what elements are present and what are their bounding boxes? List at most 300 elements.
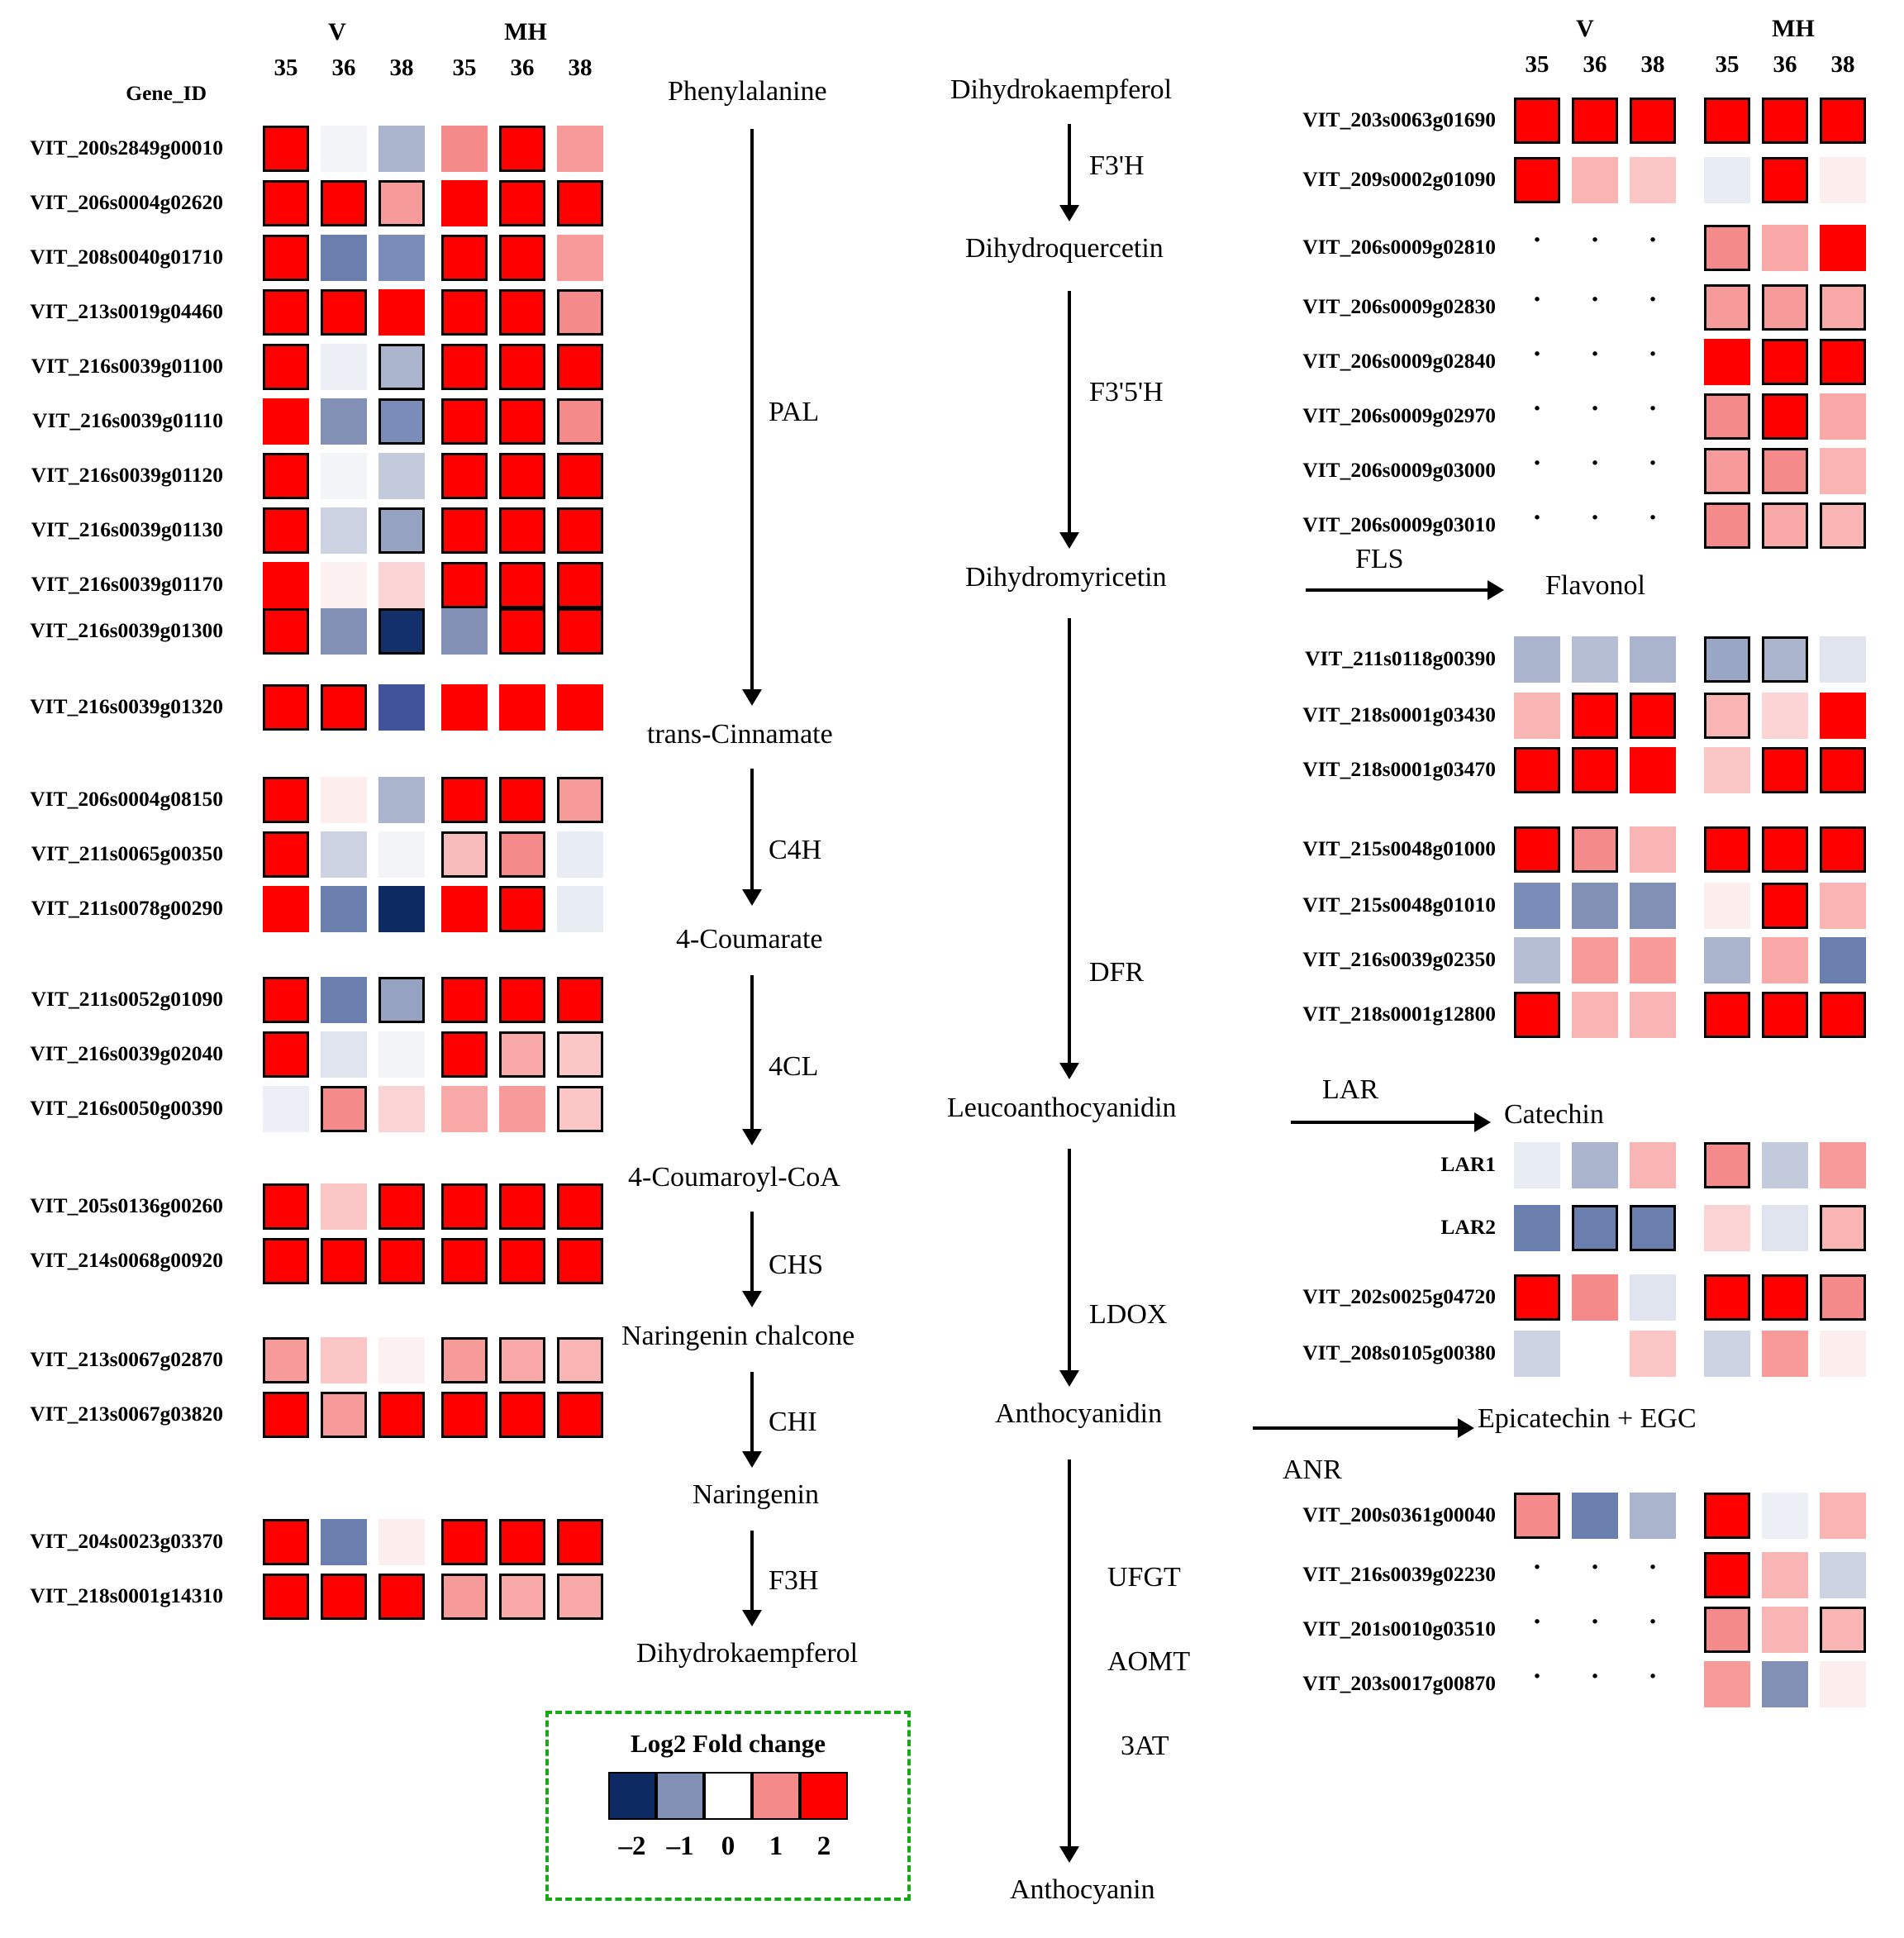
- heatmap-cell[interactable]: [263, 777, 309, 823]
- heatmap-cell[interactable]: [321, 1238, 367, 1284]
- heatmap-cell[interactable]: [1820, 747, 1866, 793]
- heatmap-cell[interactable]: [1514, 826, 1560, 873]
- heatmap-cell[interactable]: [557, 1392, 603, 1438]
- heatmap-cell[interactable]: [1820, 1331, 1866, 1377]
- heatmap-cell[interactable]: [1820, 693, 1866, 739]
- heatmap-cell[interactable]: [441, 453, 488, 499]
- heatmap-cell[interactable]: [1572, 1274, 1618, 1321]
- heatmap-cell[interactable]: [378, 608, 425, 655]
- heatmap-cell[interactable]: [499, 453, 545, 499]
- heatmap-group-v: [263, 608, 425, 655]
- heatmap-cell[interactable]: [499, 344, 545, 390]
- heatmap-cell[interactable]: [1630, 937, 1676, 983]
- heatmap-cell[interactable]: [1572, 747, 1618, 793]
- heatmap-cell[interactable]: [1704, 636, 1750, 683]
- heatmap-cell[interactable]: [1704, 448, 1750, 494]
- heatmap-cell[interactable]: [441, 684, 488, 731]
- heatmap-cell[interactable]: [378, 777, 425, 823]
- heatmap-cell[interactable]: [1514, 1493, 1560, 1539]
- heatmap-cell[interactable]: [499, 289, 545, 336]
- heatmap-cell[interactable]: [1630, 1493, 1676, 1539]
- heatmap-group-mh: [441, 344, 603, 390]
- heatmap-cell[interactable]: [557, 1337, 603, 1383]
- heatmap-cell[interactable]: [263, 180, 309, 226]
- heatmap-cell[interactable]: [499, 1519, 545, 1565]
- heatmap-cell[interactable]: [1820, 1205, 1866, 1251]
- heatmap-cell[interactable]: [1630, 747, 1676, 793]
- heatmap-cell[interactable]: [1762, 393, 1808, 440]
- heatmap-cell[interactable]: [1514, 693, 1560, 739]
- heatmap-cell[interactable]: [1762, 937, 1808, 983]
- heatmap-cell[interactable]: [499, 684, 545, 731]
- right-group-label-v: V: [1576, 15, 1594, 42]
- heatmap-cell[interactable]: [441, 1337, 488, 1383]
- heatmap-cell[interactable]: [499, 1031, 545, 1078]
- heatmap-cell[interactable]: [1514, 1142, 1560, 1188]
- heatmap-cell[interactable]: [1704, 1607, 1750, 1653]
- heatmap-cell[interactable]: [1572, 1205, 1618, 1251]
- heatmap-cell[interactable]: [557, 1519, 603, 1565]
- heatmap-cell[interactable]: [557, 398, 603, 445]
- heatmap-cell[interactable]: [1762, 1493, 1808, 1539]
- heatmap-cell[interactable]: [557, 507, 603, 554]
- heatmap-cell[interactable]: [441, 1183, 488, 1230]
- heatmap-cell[interactable]: [378, 126, 425, 172]
- heatmap-cell[interactable]: [263, 235, 309, 281]
- heatmap-cell[interactable]: [441, 398, 488, 445]
- heatmap-cell[interactable]: [1762, 1661, 1808, 1707]
- heatmap-group-v: [263, 289, 425, 336]
- heatmap-cell[interactable]: [1820, 225, 1866, 271]
- heatmap-cell[interactable]: [1630, 883, 1676, 929]
- heatmap-cell[interactable]: [557, 1031, 603, 1078]
- heatmap-cell[interactable]: [263, 1574, 309, 1620]
- heatmap-cell[interactable]: [441, 886, 488, 932]
- heatmap-cell[interactable]: [1762, 502, 1808, 549]
- heatmap-cell[interactable]: [1572, 826, 1618, 873]
- heatmap-cell[interactable]: [378, 289, 425, 336]
- heatmap-cell[interactable]: [1514, 992, 1560, 1038]
- heatmap-cell[interactable]: [263, 977, 309, 1023]
- heatmap-cell[interactable]: [263, 1238, 309, 1284]
- heatmap-cell[interactable]: [1572, 1493, 1618, 1539]
- heatmap-cell[interactable]: [378, 1519, 425, 1565]
- heatmap-cell[interactable]: [1762, 747, 1808, 793]
- heatmap-cell[interactable]: [1762, 339, 1808, 385]
- heatmap-cell[interactable]: [1820, 1493, 1866, 1539]
- heatmap-cell[interactable]: [321, 289, 367, 336]
- heatmap-cell[interactable]: [557, 1183, 603, 1230]
- heatmap-cell[interactable]: [1572, 1331, 1618, 1377]
- heatmap-cell[interactable]: [1572, 992, 1618, 1038]
- heatmap-cell[interactable]: [1704, 98, 1750, 144]
- heatmap-cell[interactable]: [441, 507, 488, 554]
- heatmap-cell[interactable]: [441, 1574, 488, 1620]
- heatmap-cell[interactable]: [499, 1238, 545, 1284]
- heatmap-cell[interactable]: [321, 777, 367, 823]
- heatmap-cell[interactable]: [1762, 1552, 1808, 1598]
- heatmap-cell[interactable]: [499, 777, 545, 823]
- heatmap-cell[interactable]: [263, 1183, 309, 1230]
- heatmap-cell[interactable]: [1704, 502, 1750, 549]
- metabolite-leucoanthocyanidin: Leucoanthocyanidin: [947, 1093, 1177, 1123]
- heatmap-cell[interactable]: [1762, 157, 1808, 203]
- heatmap-cell[interactable]: [321, 180, 367, 226]
- heatmap-cell[interactable]: [321, 1337, 367, 1383]
- gene-id-label: VIT_201s0010g03510: [1302, 1617, 1496, 1640]
- heatmap-cell[interactable]: [321, 1574, 367, 1620]
- heatmap-cell[interactable]: [557, 1238, 603, 1284]
- heatmap-group-v: [263, 1392, 425, 1438]
- heatmap-cell[interactable]: [321, 608, 367, 655]
- heatmap-cell[interactable]: [378, 1183, 425, 1230]
- heatmap-cell[interactable]: [499, 1392, 545, 1438]
- heatmap-cell[interactable]: [1762, 826, 1808, 873]
- heatmap-cell[interactable]: [1572, 937, 1618, 983]
- heatmap-cell[interactable]: [378, 1086, 425, 1132]
- heatmap-cell[interactable]: [378, 453, 425, 499]
- heatmap-cell[interactable]: [1820, 1607, 1866, 1653]
- heatmap-cell[interactable]: [378, 398, 425, 445]
- heatmap-cell-empty: [1630, 448, 1676, 494]
- heatmap-cell[interactable]: [1820, 992, 1866, 1038]
- heatmap-cell[interactable]: [263, 1086, 309, 1132]
- heatmap-cell[interactable]: [321, 1183, 367, 1230]
- heatmap-cell[interactable]: [1762, 883, 1808, 929]
- heatmap-cell[interactable]: [1704, 393, 1750, 440]
- heatmap-cell[interactable]: [378, 1337, 425, 1383]
- heatmap-cell[interactable]: [441, 831, 488, 878]
- heatmap-cell[interactable]: [1704, 1661, 1750, 1707]
- heatmap-group-v: [1514, 883, 1676, 929]
- heatmap-cell[interactable]: [1630, 157, 1676, 203]
- heatmap-cell[interactable]: [263, 831, 309, 878]
- heatmap-cell[interactable]: [1762, 448, 1808, 494]
- heatmap-cell[interactable]: [499, 1183, 545, 1230]
- enzyme-pal: PAL: [769, 397, 820, 427]
- heatmap-cell-empty: [1514, 225, 1560, 271]
- heatmap-cell-empty: [1630, 393, 1676, 440]
- heatmap-cell[interactable]: [378, 886, 425, 932]
- heatmap-cell[interactable]: [1704, 225, 1750, 271]
- heatmap-cell[interactable]: [1704, 747, 1750, 793]
- heatmap-cell[interactable]: [1762, 225, 1808, 271]
- gene-id-label: VIT_211s0118g00390: [1305, 646, 1496, 670]
- enzyme-f35ph: F3'5'H: [1089, 377, 1164, 407]
- gene-id-label: VIT_206s0009g03010: [1302, 512, 1496, 536]
- heatmap-cell[interactable]: [441, 608, 488, 655]
- heatmap-group-mh: [1704, 502, 1866, 549]
- heatmap-cell[interactable]: [441, 126, 488, 172]
- heatmap-cell[interactable]: [321, 684, 367, 731]
- gene-id-label: VIT_208s0105g00380: [1302, 1340, 1496, 1364]
- heatmap-cell[interactable]: [1704, 1331, 1750, 1377]
- heatmap-cell[interactable]: [1514, 636, 1560, 683]
- heatmap-cell[interactable]: [378, 1031, 425, 1078]
- heatmap-cell[interactable]: [1820, 98, 1866, 144]
- heatmap-cell[interactable]: [441, 1392, 488, 1438]
- heatmap-cell[interactable]: [263, 1031, 309, 1078]
- heatmap-cell[interactable]: [557, 453, 603, 499]
- heatmap-cell[interactable]: [1762, 1607, 1808, 1653]
- heatmap-cell[interactable]: [1762, 1205, 1808, 1251]
- heatmap-cell[interactable]: [499, 608, 545, 655]
- heatmap-cell[interactable]: [263, 289, 309, 336]
- product-flavonol: Flavonol: [1545, 570, 1645, 601]
- heatmap-group-v: [1514, 747, 1676, 793]
- heatmap-cell[interactable]: [1572, 1142, 1618, 1188]
- heatmap-cell[interactable]: [1820, 1274, 1866, 1321]
- gene-id-label: VIT_203s0063g01690: [1302, 107, 1496, 131]
- heatmap-cell[interactable]: [1572, 157, 1618, 203]
- heatmap-group-mh: [1704, 98, 1866, 144]
- legend-title: Log2 Fold change: [631, 1729, 826, 1758]
- heatmap-cell[interactable]: [321, 562, 367, 608]
- heatmap-cell[interactable]: [321, 977, 367, 1023]
- heatmap-cell[interactable]: [1820, 448, 1866, 494]
- heatmap-cell[interactable]: [499, 126, 545, 172]
- heatmap-cell[interactable]: [441, 977, 488, 1023]
- heatmap-cell[interactable]: [1762, 636, 1808, 683]
- heatmap-group-mh: [1704, 284, 1866, 331]
- heatmap-cell[interactable]: [378, 235, 425, 281]
- heatmap-cell[interactable]: [263, 398, 309, 445]
- heatmap-cell[interactable]: [1572, 883, 1618, 929]
- heatmap-group-mh: [1704, 747, 1866, 793]
- heatmap-cell[interactable]: [1762, 98, 1808, 144]
- heatmap-cell[interactable]: [321, 1392, 367, 1438]
- heatmap-cell[interactable]: [499, 1086, 545, 1132]
- heatmap-cell[interactable]: [557, 126, 603, 172]
- gene-id-label: VIT_213s0067g03820: [30, 1402, 223, 1426]
- heatmap-group-v: [263, 831, 425, 878]
- gene-id-label: VIT_206s0009g03000: [1302, 458, 1496, 482]
- enzyme-aomt: AOMT: [1107, 1646, 1191, 1677]
- heatmap-cell[interactable]: [441, 562, 488, 608]
- heatmap-cell[interactable]: [1820, 937, 1866, 983]
- heatmap-cell[interactable]: [1514, 157, 1560, 203]
- heatmap-cell[interactable]: [1704, 826, 1750, 873]
- heatmap-cell[interactable]: [499, 1337, 545, 1383]
- heatmap-cell[interactable]: [1704, 883, 1750, 929]
- heatmap-cell[interactable]: [557, 1574, 603, 1620]
- heatmap-cell[interactable]: [1820, 883, 1866, 929]
- heatmap-cell[interactable]: [1514, 747, 1560, 793]
- heatmap-cell[interactable]: [321, 1086, 367, 1132]
- heatmap-cell[interactable]: [1704, 992, 1750, 1038]
- heatmap-cell[interactable]: [321, 507, 367, 554]
- heatmap-cell[interactable]: [499, 562, 545, 608]
- heatmap-cell[interactable]: [1630, 1331, 1676, 1377]
- heatmap-cell[interactable]: [321, 126, 367, 172]
- heatmap-cell[interactable]: [1630, 98, 1676, 144]
- heatmap-cell[interactable]: [378, 507, 425, 554]
- heatmap-cell[interactable]: [441, 1519, 488, 1565]
- heatmap-cell[interactable]: [441, 1031, 488, 1078]
- heatmap-cell[interactable]: [557, 608, 603, 655]
- gene-id-label: LAR1: [1440, 1152, 1496, 1176]
- heatmap-cell[interactable]: [1514, 1331, 1560, 1377]
- gene-id-label: VIT_216s0039g01170: [31, 572, 223, 596]
- heatmap-cell[interactable]: [263, 886, 309, 932]
- heatmap-cell[interactable]: [263, 1392, 309, 1438]
- heatmap-cell[interactable]: [1704, 1142, 1750, 1188]
- heatmap-cell[interactable]: [1572, 636, 1618, 683]
- gene-id-label: VIT_206s0004g02620: [30, 190, 223, 214]
- heatmap-cell[interactable]: [1704, 1274, 1750, 1321]
- heatmap-cell[interactable]: [441, 1238, 488, 1284]
- heatmap-cell[interactable]: [1820, 826, 1866, 873]
- heatmap-cell[interactable]: [1572, 693, 1618, 739]
- heatmap-cell[interactable]: [263, 344, 309, 390]
- heatmap-cell[interactable]: [557, 1086, 603, 1132]
- heatmap-cell[interactable]: [499, 507, 545, 554]
- heatmap-cell[interactable]: [263, 453, 309, 499]
- gene-id-label: VIT_213s0067g02870: [30, 1347, 223, 1371]
- heatmap-cell[interactable]: [263, 507, 309, 554]
- heatmap-cell[interactable]: [557, 180, 603, 226]
- heatmap-cell[interactable]: [499, 235, 545, 281]
- heatmap-cell[interactable]: [1704, 1552, 1750, 1598]
- heatmap-group-v: [263, 1574, 425, 1620]
- heatmap-group-mh: [441, 684, 603, 731]
- heatmap-cell[interactable]: [1630, 1142, 1676, 1188]
- heatmap-cell[interactable]: [499, 886, 545, 932]
- heatmap-cell[interactable]: [557, 831, 603, 878]
- heatmap-cell[interactable]: [1630, 693, 1676, 739]
- heatmap-cell[interactable]: [1820, 636, 1866, 683]
- heatmap-cell[interactable]: [1630, 636, 1676, 683]
- gene-id-label: VIT_211s0078g00290: [31, 896, 223, 920]
- heatmap-cell[interactable]: [1514, 98, 1560, 144]
- heatmap-cell[interactable]: [263, 684, 309, 731]
- arrow-pal: [750, 129, 754, 691]
- heatmap-cell[interactable]: [263, 126, 309, 172]
- heatmap-group-v: [263, 344, 425, 390]
- heatmap-group-mh: [441, 180, 603, 226]
- heatmap-cell[interactable]: [441, 235, 488, 281]
- heatmap-cell[interactable]: [1762, 1274, 1808, 1321]
- heatmap-cell[interactable]: [378, 1238, 425, 1284]
- heatmap-cell[interactable]: [499, 398, 545, 445]
- gene-id-label: VIT_208s0040g01710: [30, 245, 223, 269]
- heatmap-cell[interactable]: [557, 684, 603, 731]
- heatmap-cell[interactable]: [441, 1086, 488, 1132]
- heatmap-cell[interactable]: [1630, 1205, 1676, 1251]
- heatmap-cell[interactable]: [321, 235, 367, 281]
- heatmap-cell[interactable]: [263, 1519, 309, 1565]
- heatmap-cell[interactable]: [1514, 883, 1560, 929]
- arrow-f3h: [750, 1531, 754, 1612]
- heatmap-cell[interactable]: [1762, 1142, 1808, 1188]
- heatmap-cell[interactable]: [499, 1574, 545, 1620]
- heatmap-cell[interactable]: [1762, 284, 1808, 331]
- heatmap-cell[interactable]: [1820, 393, 1866, 440]
- heatmap-cell[interactable]: [321, 398, 367, 445]
- heatmap-cell[interactable]: [1704, 157, 1750, 203]
- heatmap-cell[interactable]: [1820, 1661, 1866, 1707]
- heatmap-cell[interactable]: [557, 777, 603, 823]
- heatmap-cell[interactable]: [321, 831, 367, 878]
- heatmap-cell[interactable]: [499, 977, 545, 1023]
- heatmap-cell[interactable]: [557, 886, 603, 932]
- heatmap-cell[interactable]: [1820, 502, 1866, 549]
- heatmap-group-v: [1514, 1331, 1676, 1377]
- heatmap-cell[interactable]: [1820, 1142, 1866, 1188]
- heatmap-cell[interactable]: [1514, 937, 1560, 983]
- enzyme-f3h: F3H: [769, 1565, 819, 1596]
- heatmap-cell[interactable]: [378, 180, 425, 226]
- heatmap-cell[interactable]: [378, 344, 425, 390]
- heatmap-group-mh: [441, 235, 603, 281]
- heatmap-group-v: [263, 777, 425, 823]
- heatmap-cell[interactable]: [378, 1392, 425, 1438]
- heatmap-cell[interactable]: [1704, 284, 1750, 331]
- heatmap-cell[interactable]: [263, 562, 309, 608]
- heatmap-cell[interactable]: [1820, 1552, 1866, 1598]
- heatmap-cell[interactable]: [1762, 693, 1808, 739]
- heatmap-cell[interactable]: [1704, 937, 1750, 983]
- heatmap-group-mh: [1704, 339, 1866, 385]
- heatmap-cell[interactable]: [378, 1574, 425, 1620]
- heatmap-cell[interactable]: [263, 608, 309, 655]
- heatmap-cell[interactable]: [321, 344, 367, 390]
- enzyme-chs: CHS: [769, 1250, 824, 1280]
- heatmap-cell[interactable]: [557, 977, 603, 1023]
- heatmap-cell[interactable]: [499, 831, 545, 878]
- heatmap-cell[interactable]: [1630, 992, 1676, 1038]
- heatmap-cell[interactable]: [441, 777, 488, 823]
- heatmap-cell[interactable]: [378, 562, 425, 608]
- heatmap-cell[interactable]: [321, 1031, 367, 1078]
- heatmap-cell[interactable]: [1514, 1274, 1560, 1321]
- heatmap-cell[interactable]: [557, 289, 603, 336]
- heatmap-cell[interactable]: [441, 289, 488, 336]
- heatmap-cell[interactable]: [1704, 1205, 1750, 1251]
- heatmap-cell[interactable]: [1572, 98, 1618, 144]
- heatmap-group-v: [1514, 693, 1676, 739]
- heatmap-cell[interactable]: [441, 344, 488, 390]
- heatmap-cell[interactable]: [263, 1337, 309, 1383]
- heatmap-cell[interactable]: [378, 684, 425, 731]
- heatmap-cell[interactable]: [378, 831, 425, 878]
- left-column-numbers: 35 36 38: [274, 55, 414, 81]
- heatmap-cell[interactable]: [1704, 339, 1750, 385]
- heatmap-cell[interactable]: [321, 886, 367, 932]
- heatmap-cell[interactable]: [499, 180, 545, 226]
- left-group-label-mh: MH: [504, 18, 547, 45]
- heatmap-cell[interactable]: [1762, 992, 1808, 1038]
- heatmap-cell[interactable]: [1630, 826, 1676, 873]
- heatmap-cell[interactable]: [1514, 1205, 1560, 1251]
- heatmap-cell[interactable]: [1762, 1331, 1808, 1377]
- heatmap-cell[interactable]: [1820, 284, 1866, 331]
- gene-id-label: VIT_218s0001g03430: [1302, 702, 1496, 726]
- heatmap-cell[interactable]: [557, 235, 603, 281]
- heatmap-cell[interactable]: [441, 180, 488, 226]
- heatmap-cell[interactable]: [1630, 1274, 1676, 1321]
- heatmap-cell[interactable]: [1704, 1493, 1750, 1539]
- heatmap-cell[interactable]: [557, 344, 603, 390]
- heatmap-cell[interactable]: [378, 977, 425, 1023]
- heatmap-cell[interactable]: [1704, 693, 1750, 739]
- heatmap-cell[interactable]: [1820, 339, 1866, 385]
- heatmap-group-v: [1514, 1607, 1676, 1653]
- heatmap-cell[interactable]: [321, 453, 367, 499]
- heatmap-cell[interactable]: [1820, 157, 1866, 203]
- heatmap-cell[interactable]: [557, 562, 603, 608]
- heatmap-cell[interactable]: [321, 1519, 367, 1565]
